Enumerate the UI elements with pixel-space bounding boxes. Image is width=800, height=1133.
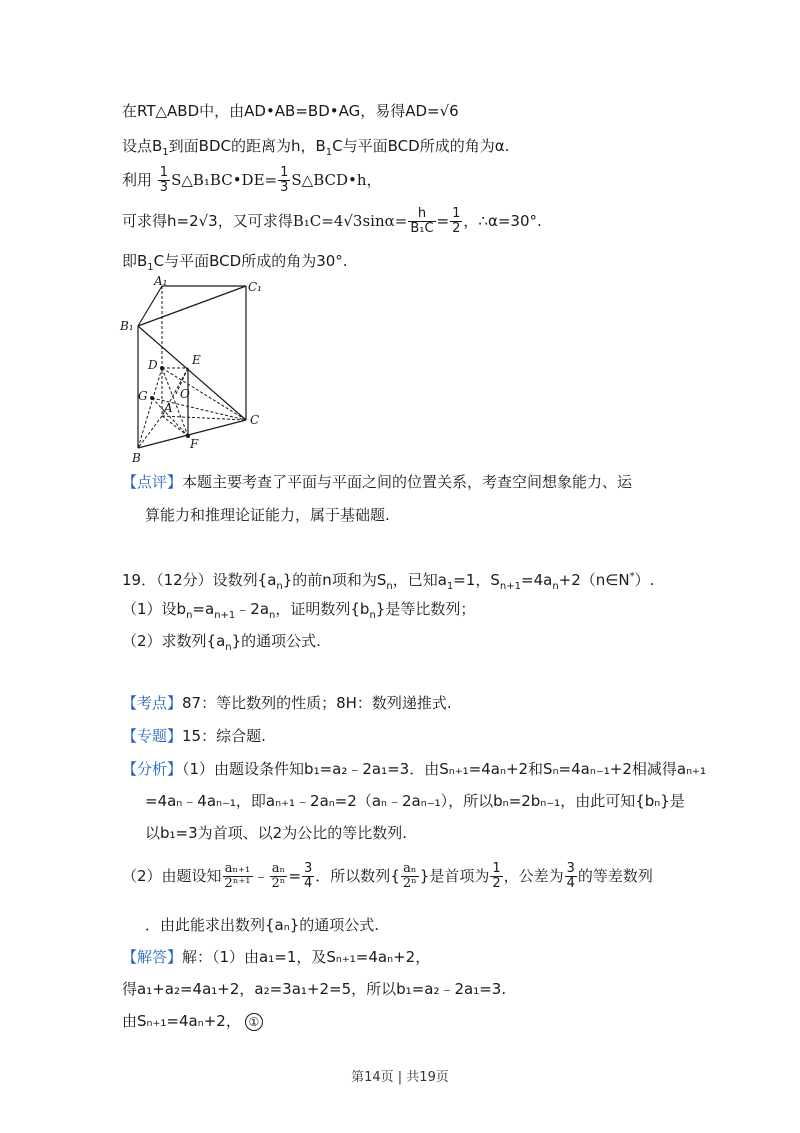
fenxi-line-4: （2）由题设知 $\frac{\text{aₙ₊₁}}{\text{2ⁿ⁺¹}}$ ﹣ $\frac{\text{aₙ}}{\text{2ⁿ}}$ = $\frac{3}{4}$ ．所以数列{ $\frac{\text{aₙ}}{\text{2ⁿ}}$ }是首项为 $\frac{1}{2}$ ，公差为 $\frac{3}{4}$ 的等差数列	[122, 861, 653, 891]
label-e: E	[192, 353, 201, 367]
formula: B₁C=4√3sinα=	[292, 212, 408, 230]
text: C与平面BCD所成的角为α.	[332, 137, 510, 155]
subscript: 1	[162, 147, 169, 158]
solution-line-2	[122, 135, 509, 164]
text: C与平面BCD所成的角为30°.	[153, 252, 348, 270]
fraction-h-over-b1c: $\frac{h}{\text{B₁C}}$	[410, 206, 434, 236]
fraction-one-third: $\frac{1}{3}$	[280, 165, 289, 195]
text: 到面BDC的距离为h，B	[168, 137, 326, 155]
text: ，∴α=30°.	[463, 212, 542, 230]
label-d: D	[148, 358, 158, 372]
text: 设点B	[122, 137, 163, 155]
zhuanti-line: 【专题】15：综合题.	[122, 727, 266, 745]
subscript: 1	[325, 147, 333, 158]
label-o: O	[180, 387, 190, 401]
solution-line-5: 即$B_1C$与平面BCD所成的角为30°.	[122, 252, 348, 273]
solution-line-1	[122, 100, 459, 122]
fenxi-line-1: 【分析】（1）由题设条件知b₁=a₂﹣2a₁=3．由Sₙ₊₁=4aₙ+2和Sₙ=4aₙ₋₁+2相减得aₙ₊₁	[122, 760, 706, 778]
solution-text: 在RT△ABD中，由AD•AB=BD•AG，易得AD=√6	[122, 102, 459, 120]
review-text: 算能力和推理论证能力，属于基础题.	[145, 506, 390, 524]
answer-line-3: 由Sₙ₊₁=4aₙ+2， ①	[122, 1010, 263, 1032]
fraction-one-third: $\frac{1}{3}$	[159, 165, 169, 195]
fenxi-line-2: =4aₙ﹣4aₙ₋₁，即aₙ₊₁﹣2aₙ=2（aₙ﹣2aₙ₋₁），所以bₙ=2bₙ₋₁，由此可知{bₙ}是	[145, 792, 685, 810]
label-f: F	[190, 437, 199, 451]
kaodian-line: 【考点】87：等比数列的性质；8H：数列递推式.	[122, 694, 452, 712]
review-line-1	[122, 471, 632, 493]
edge-ac	[162, 416, 246, 420]
page-footer: 第14页 | 共19页	[351, 1070, 449, 1085]
label-c: C	[250, 413, 260, 427]
edge-db	[138, 368, 162, 448]
fenxi-line-5: ．由此能求出数列{aₙ}的通项公式.	[145, 916, 380, 934]
fenxi-tag: 【分析】	[122, 760, 183, 778]
point-g	[150, 396, 154, 400]
prism-figure	[118, 276, 278, 468]
text: 即B	[122, 252, 148, 270]
label-c1: C₁	[248, 280, 262, 294]
label-g: G	[138, 389, 148, 403]
edge-a1b1	[138, 286, 162, 326]
solution-line-4: 可求得h=2√3，又可求得B₁C=4√3sinα= $\frac{h}{\text{B₁C}}$ = $\frac{1}{2}$ ，∴α=30°.	[122, 206, 542, 236]
review-text: 本题主要考查了平面与平面之间的位置关系，考查空间想象能力、运	[182, 473, 633, 491]
problem-19-stem: 19．（12分）设数列$\{a_n\}$的前n项和为$S_n$，已知$a_1=1$，$S_{n+1}=4a_n+2(n\in N^*)$.	[122, 571, 655, 592]
label-b: B	[132, 451, 141, 465]
label-a: A	[164, 401, 173, 415]
problem-19-q1: （1）设$b_n=a_{n+1}﹣2a_n$，证明数列$\{b_n\}$是等比数列；	[122, 600, 476, 621]
kaodian-tag: 【考点】	[122, 694, 183, 712]
edge-b1c	[138, 326, 246, 420]
label-a1: A₁	[154, 276, 168, 288]
formula: S△B₁BC•DE=	[171, 171, 278, 189]
answer-line-2: 得a₁+a₂=4a₁+2，a₂=3a₁+2=5，所以b₁=a₂﹣2a₁=3.	[122, 980, 507, 998]
zhuanti-tag: 【专题】	[122, 727, 183, 745]
text: 可求得h=2√3，又可求得	[122, 212, 293, 230]
edge-b1c1	[138, 286, 246, 326]
review-tag: 【点评】	[122, 473, 183, 491]
fenxi-line-3: 以b₁=3为首项、以2为公比的等比数列.	[145, 824, 407, 842]
text: 利用	[122, 171, 153, 189]
fraction-one-half: $\frac{1}{2}$	[452, 206, 461, 236]
review-line-2	[145, 504, 390, 526]
formula: S△BCD•h，	[291, 171, 382, 189]
solution-line-3	[122, 166, 382, 195]
circled-one: ①	[245, 1013, 263, 1031]
answer-tag: 【解答】	[122, 948, 183, 966]
point-d	[160, 366, 164, 370]
answer-line-1: 【解答】解：（1）由a₁=1，及Sₙ₊₁=4aₙ+2，	[122, 948, 431, 966]
label-b1: B₁	[120, 319, 134, 333]
edge-dc	[162, 368, 246, 420]
problem-19-q2: （2）求数列$\{a_n\}$的通项公式.	[122, 632, 321, 653]
